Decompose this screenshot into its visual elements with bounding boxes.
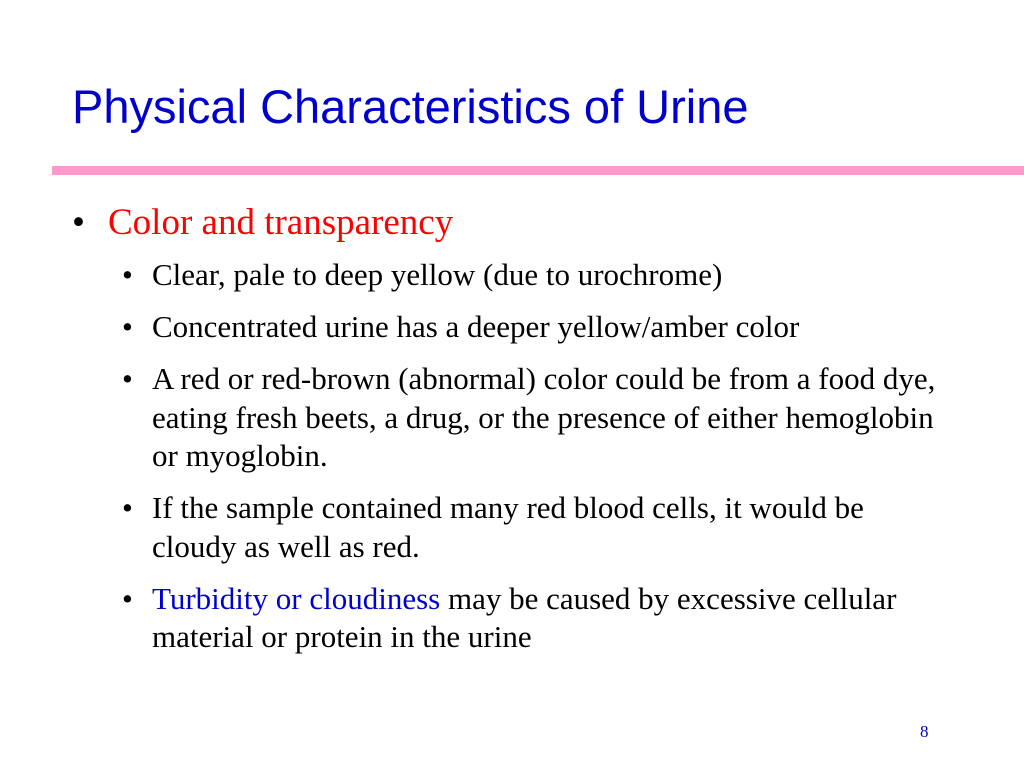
bullet-level2 bbox=[118, 489, 952, 567]
slide-content bbox=[72, 200, 1012, 670]
bullet-level2 bbox=[118, 360, 952, 476]
bullet-level2-text: A red or red-brown (abnormal) color could be from a food dye, eating fresh beets, a drug, or the presence of either hemoglobin or myoglobin. bbox=[152, 360, 936, 474]
bullet-glyph: • bbox=[122, 309, 133, 344]
bullet-glyph: • bbox=[122, 580, 133, 616]
title-divider bbox=[52, 166, 1024, 175]
bullet-level2-text: If the sample contained many red blood cells, it would be cloudy as well as red. bbox=[152, 490, 864, 564]
bullet-level1 bbox=[72, 200, 1012, 246]
bullet-glyph: • bbox=[122, 360, 133, 396]
bullet-glyph: • bbox=[122, 257, 133, 293]
bullet-glyph: • bbox=[122, 490, 133, 525]
bullet-level2 bbox=[118, 308, 952, 347]
bullet-level2-text: Clear, pale to deep yellow (due to urochrome) bbox=[152, 257, 723, 293]
bullet-level2-text: Concentrated urine has a deeper yellow/amber color bbox=[152, 309, 800, 344]
bullet-level1-text: Color and transparency bbox=[108, 202, 454, 243]
bullet-glyph: • bbox=[72, 202, 85, 243]
slide-title: Physical Characteristics of Urine bbox=[72, 80, 749, 133]
bullet-level2-text: may be caused by excessive cellular material or protein in the urine bbox=[152, 580, 897, 655]
bullet-highlight-text: Turbidity or cloudiness bbox=[152, 580, 441, 616]
bullet-level2 bbox=[118, 256, 952, 295]
bullet-level2 bbox=[118, 580, 952, 658]
page-number: 8 bbox=[920, 722, 929, 741]
